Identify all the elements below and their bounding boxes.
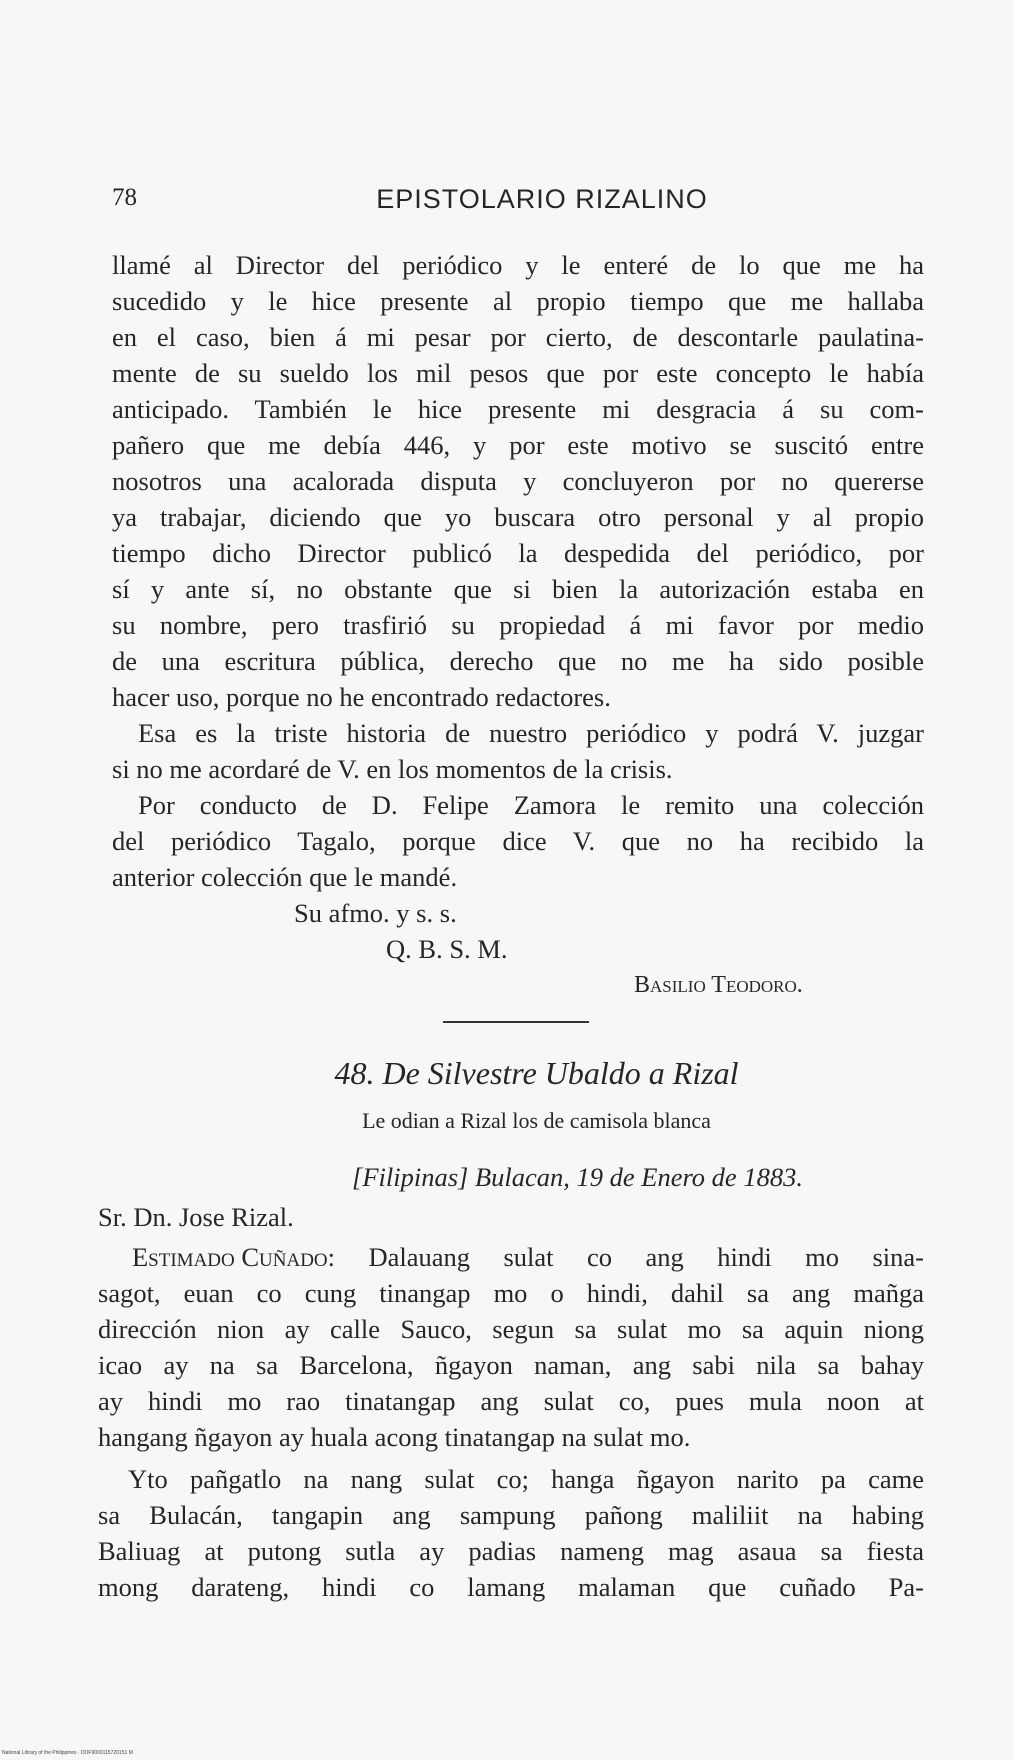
text-line: ay hindi mo rao tinatangap ang sulat co, pues mula noon at <box>98 1386 924 1416</box>
closing-line: Q. B. S. M. <box>386 934 508 964</box>
text-line: pañero que me debía 446, y por este motivo se suscitó entre <box>112 430 924 460</box>
text-line: del periódico Tagalo, porque dice V. que no ha recibido la <box>112 826 924 856</box>
text-line-rest: : Dalauang sulat co ang hindi mo sina- <box>327 1242 924 1272</box>
text-line: Por conducto de D. Felipe Zamora le remito una colección <box>138 790 924 820</box>
text-line: anterior colección que le mandé. <box>112 862 458 892</box>
text-line: su nombre, pero trasfirió su propiedad á mi favor por medio <box>112 610 924 640</box>
text-line: anticipado. También le hice presente mi desgracia á su com- <box>112 394 924 424</box>
text-line: dirección nion ay calle Sauco, segun sa sulat mo sa aquin niong <box>98 1314 924 1344</box>
text-line: hangang ñgayon ay huala acong tinatangap na sulat mo. <box>98 1422 691 1452</box>
signature: Basilio Teodoro. <box>634 972 803 998</box>
place-date: [Filipinas] Bulacan, 19 de Enero de 1883. <box>352 1162 803 1192</box>
closing-line: Su afmo. y s. s. <box>294 898 457 928</box>
text-line: llamé al Director del periódico y le enteré de lo que me ha <box>112 250 924 280</box>
letter-subheading: Le odian a Rizal los de camisola blanca <box>362 1108 711 1133</box>
text-line: tiempo dicho Director publicó la despedida del periódico, por <box>112 538 924 568</box>
text-line: sucedido y le hice presente al propio tiempo que me hallaba <box>112 286 924 316</box>
text-line: icao ay na sa Barcelona, ñgayon naman, ang sabi nila sa bahay <box>98 1350 924 1380</box>
text-line <box>132 1240 924 1274</box>
text-line: Yto pañgatlo na nang sulat co; hanga ñgayon narito pa came <box>128 1464 924 1494</box>
text-line: Esa es la triste historia de nuestro periódico y podrá V. juzgar <box>138 718 924 748</box>
text-line: sí y ante sí, no obstante que si bien la autorización estaba en <box>112 574 924 604</box>
text-line: sagot, euan co cung tinangap mo o hindi, dahil sa ang mañga <box>98 1278 924 1308</box>
text-line: mente de su sueldo los mil pesos que por este concepto le había <box>112 358 924 388</box>
text-line: hacer uso, porque no he encontrado redactores. <box>112 682 611 712</box>
scan-footer: National Library of the Philippines · DOF9000115720151 M <box>2 1750 133 1756</box>
page-header <box>112 184 932 224</box>
text-line: de una escritura pública, derecho que no me ha sido posible <box>112 646 924 676</box>
section-divider <box>443 1021 589 1023</box>
letter-heading: 48. De Silvestre Ubaldo a Rizal <box>334 1055 739 1091</box>
addressee: Sr. Dn. Jose Rizal. <box>98 1202 294 1232</box>
text-line: nosotros una acalorada disputa y concluyeron por no quererse <box>112 466 924 496</box>
running-title: EPISTOLARIO RIZALINO <box>376 184 708 214</box>
text-line: si no me acordaré de V. en los momentos de la crisis. <box>112 754 673 784</box>
text-line: ya trabajar, diciendo que yo buscara otro personal y al propio <box>112 502 924 532</box>
text-line: en el caso, bien á mi pesar por cierto, de descontarle paulatina- <box>112 322 924 352</box>
text-line: sa Bulacán, tangapin ang sampung pañong maliliit na habing <box>98 1500 924 1530</box>
text-line: mong darateng, hindi co lamang malaman que cuñado Pa- <box>98 1572 924 1602</box>
page-number: 78 <box>112 184 137 211</box>
text-line: Baliuag at putong sutla ay padias nameng mag asaua sa fiesta <box>98 1536 924 1566</box>
salutation: Estimado Cuñado <box>132 1242 328 1272</box>
